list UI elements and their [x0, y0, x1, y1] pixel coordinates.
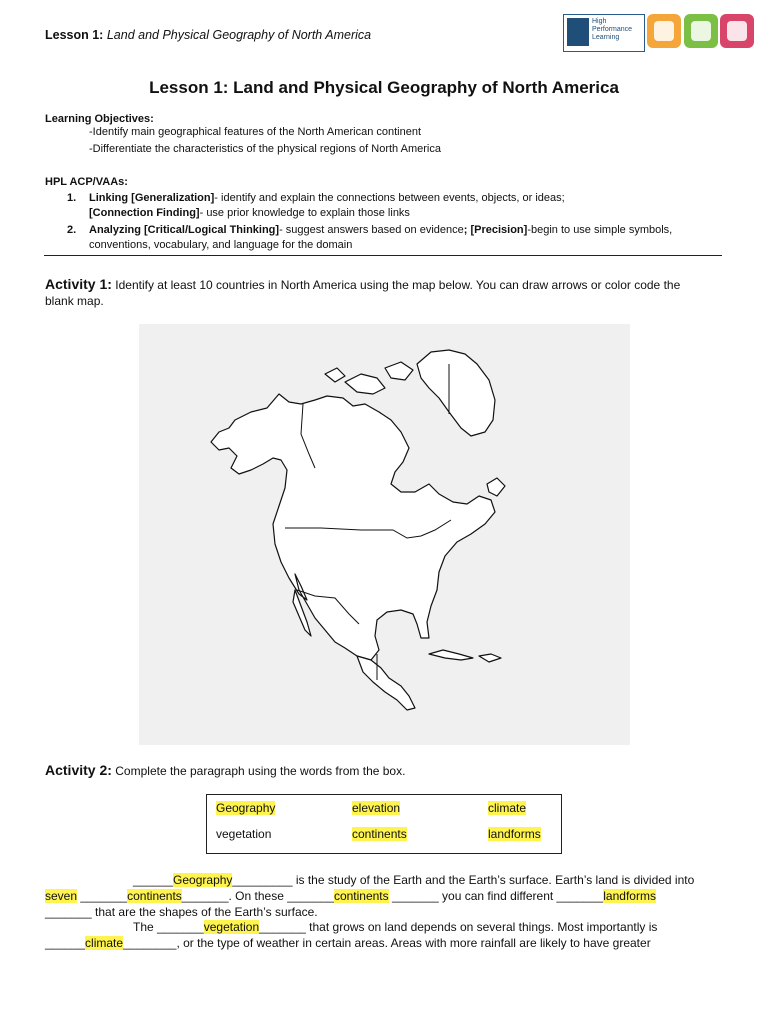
running-figure-icon [684, 14, 718, 48]
hpl-item-2-line-2: conventions, vocabulary, and language for the domain [89, 239, 353, 251]
north-america-outline-map [139, 324, 630, 745]
heart-icon [720, 14, 754, 48]
word-bank-item: vegetation [216, 827, 272, 841]
section-divider [44, 255, 722, 256]
speech-bubble-icon [647, 14, 681, 48]
paragraph-line-5: ______climate________, or the type of weather in certain areas. Areas with more rainfall are likely to have greater [45, 936, 651, 950]
hpl-item-2-line-1: Analyzing [Critical/Logical Thinking]- suggest answers based on evidence; [Precision]-begin to use simple symbols, [89, 224, 673, 236]
hpl-logo-icon [567, 18, 589, 46]
hpl-item-number: 1. [67, 192, 77, 204]
hpl-item-1-line-1: Linking [Generalization]- identify and explain the connections between events, objects, or ideas; [89, 192, 565, 204]
word-bank-item: climate [488, 801, 527, 815]
word-bank-box [206, 794, 562, 854]
learning-objective-item: -Differentiate the characteristics of the physical regions of North America [89, 143, 441, 155]
word-bank-item: elevation [352, 801, 401, 815]
header-lesson-label: Lesson 1: Land and Physical Geography of North America [45, 28, 372, 42]
learning-objectives-heading: Learning Objectives: [45, 113, 154, 125]
paragraph-line-2: seven _______continents_______. On these _______continents _______ you can find different _______landforms [45, 889, 656, 903]
word-bank-item: Geography [216, 801, 276, 815]
hpl-logo-text: High Performance Learning [592, 18, 633, 41]
hpl-item-1-line-2: [Connection Finding]- use prior knowledge to explain those links [89, 207, 410, 219]
arctic-island-outline [385, 362, 413, 380]
word-bank-item: continents [352, 827, 407, 841]
page-title: Lesson 1: Land and Physical Geography of North America [149, 78, 619, 97]
newfoundland-outline [487, 478, 505, 496]
central-america-outline [357, 656, 415, 710]
activity-2-instructions: Activity 2: Complete the paragraph using the words from the box. [45, 762, 406, 778]
filled-answer: seven [45, 889, 78, 903]
hpl-logo [563, 14, 645, 52]
north-america-continent-outline [211, 394, 495, 660]
filled-answer: vegetation [203, 920, 260, 934]
filled-answer: continents [127, 889, 182, 903]
filled-answer: continents [333, 889, 389, 903]
activity-1-instructions: Activity 1: Identify at least 10 countries in North America using the map below. You can draw arrows or color code the blank map. [45, 276, 681, 308]
paragraph-line-4: The _______vegetation_______ that grows on land depends on several things. Most importantly is [133, 920, 658, 934]
hispaniola-outline [479, 654, 501, 662]
filled-answer: landforms [603, 889, 656, 903]
hpl-heading: HPL ACP/VAAs: [45, 176, 128, 188]
north-america-blank-map [139, 324, 630, 745]
filled-answer: climate [85, 936, 124, 950]
learning-objective-item: -Identify main geographical features of the North American continent [89, 126, 422, 138]
hpl-item-number: 2. [67, 224, 77, 236]
greenland-outline [417, 350, 495, 436]
paragraph-line-1: ______Geography_________ is the study of the Earth and the Earth’s surface. Earth’s land is divided into [133, 873, 695, 887]
arctic-island-outline [345, 374, 385, 394]
cuba-outline [429, 650, 473, 660]
filled-answer: Geography [173, 873, 233, 887]
arctic-island-outline [325, 368, 345, 382]
paragraph-line-3: _______ that are the shapes of the Earth’s surface. [45, 905, 318, 919]
word-bank-item: landforms [488, 827, 541, 841]
